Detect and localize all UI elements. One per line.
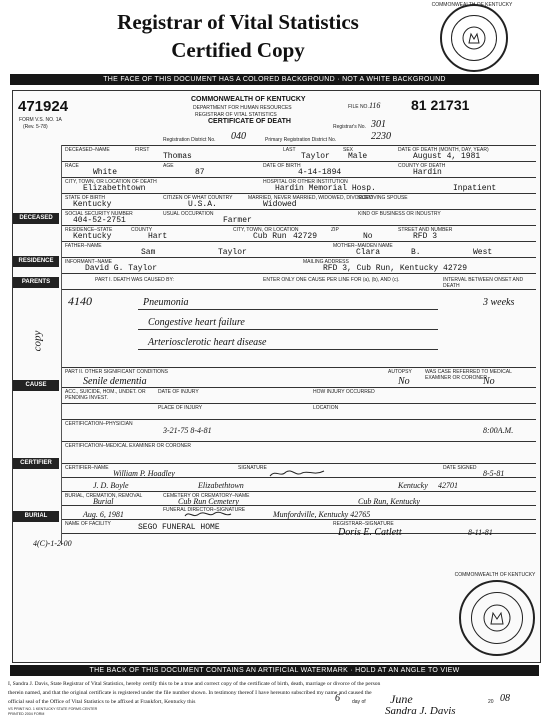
value-certifier-state: Kentucky [398, 481, 428, 490]
label-part2: PART II. OTHER SIGNIFICANT CONDITIONS [65, 369, 168, 375]
row-line [61, 519, 536, 520]
margin-line [61, 145, 62, 545]
margin-note: copy [31, 330, 44, 352]
label-certifier-name: CERTIFIER–NAME [65, 465, 109, 471]
value-city-of-death: Elizabethtown [83, 184, 146, 193]
form-code: FORM V.S. NO. 1A [19, 117, 62, 123]
primary-reg-value: 2230 [371, 131, 391, 142]
label-funeral-home: NAME OF FACILITY [65, 521, 111, 527]
value-cause-a: Pneumonia [143, 297, 189, 308]
label-mother: MOTHER–MAIDEN NAME [333, 243, 393, 249]
agency-name: COMMONWEALTH OF KENTUCKY [191, 96, 306, 103]
value-funeral-home-address: Munfordville, Kentucky 42765 [273, 510, 371, 519]
label-date-of-death: DATE OF DEATH (MONTH, DAY, YEAR) [398, 147, 489, 153]
value-burial-date: Aug. 6, 1981 [83, 510, 124, 519]
certification-line-1: I, Sandra J. Davis, State Registrar of Vital Statistics, hereby certify this to be a true and correct copy of the certificate of birth, death, marriage or divorce of the person [8, 681, 381, 687]
value-zip: 42729 [293, 232, 318, 241]
value-age: 87 [195, 168, 205, 177]
value-state-of-birth: Kentucky [73, 200, 112, 209]
row-line [61, 241, 536, 242]
label-city-of-death: CITY, TOWN, OR LOCATION OF DEATH [65, 179, 157, 185]
state-registrar-signature: Sandra J. Davis [385, 705, 456, 717]
control-number: 471924 [18, 98, 69, 115]
cause-line-b [138, 329, 438, 330]
certification-day: 6 [335, 693, 340, 704]
file-no-label: FILE NO. [348, 104, 369, 110]
document-title: Registrar of Vital Statistics [117, 10, 359, 34]
value-citizen: U.S.A. [188, 200, 217, 209]
seal-caption-top: COMMONWEALTH OF KENTUCKY [431, 2, 513, 8]
value-time-of-death: 8:00A.M. [483, 426, 514, 435]
section-deceased: DECEASED [13, 213, 59, 224]
certification-year-prefix: 20 [488, 699, 494, 705]
value-mother-first: Clara [356, 248, 381, 257]
certification-day-label: day of [352, 699, 366, 705]
label-physician: CERTIFICATION–PHYSICIAN [65, 421, 133, 427]
value-county-of-death: Hardin [413, 168, 442, 177]
label-coroner: CERTIFICATION–MEDICAL EXAMINER OR CORONER [65, 443, 192, 449]
kentucky-seal-bottom [459, 580, 535, 656]
row-line [61, 225, 536, 226]
registrar-no-label: Registrar's No. [333, 124, 366, 130]
label-accident: ACC., SUICIDE, HOM., UNDET. OR PENDING INVEST. [65, 389, 146, 401]
value-first-name: Thomas [163, 152, 192, 161]
value-street: RFD 3 [413, 232, 438, 241]
print-note-2: PRINTED 2004 FORM [8, 712, 45, 716]
value-certifier-name: William P. Hoadley [113, 469, 175, 478]
label-referred: WAS CASE REFERRED TO MEDICAL EXAMINER OR CORONER [425, 369, 512, 381]
reg-district-value: 040 [231, 131, 246, 142]
label-part1-note: ENTER ONLY ONE CAUSE PER LINE FOR (a), (b), AND (c). [263, 277, 400, 283]
certifier-signature-icon [268, 467, 328, 479]
value-inside-city: No [363, 232, 373, 241]
label-res-city: CITY, TOWN, OR LOCATION [233, 227, 299, 233]
registrar-no-value: 301 [371, 119, 386, 130]
row-line [61, 533, 536, 534]
reg-district-label: Registration District No. [163, 137, 216, 143]
value-inpatient: Inpatient [453, 184, 497, 193]
row-line [61, 145, 536, 146]
value-res-city: Cub Run [253, 232, 287, 241]
label-surviving-spouse: SURVIVING SPOUSE [358, 195, 408, 201]
label-date-of-birth: DATE OF BIRTH [263, 163, 301, 169]
certification-line-2: therein named, and that the original certificate is registered under the file number shown. In testimony thereof I have hereunto subscribed my name and caused the [8, 690, 372, 696]
value-certifier-zip: 42701 [438, 481, 458, 490]
label-state-of-birth: STATE OF BIRTH [65, 195, 106, 201]
row-line [61, 387, 536, 388]
value-signed-by: J. D. Boyle [93, 481, 129, 490]
value-cemetery-location: Cub Run, Kentucky [358, 497, 420, 506]
row-line [61, 441, 536, 442]
value-res-county: Hart [148, 232, 168, 241]
label-marital: MARRIED, NEVER MARRIED, WIDOWED, DIVORCED [248, 195, 373, 201]
value-date-of-death: August 4, 1981 [413, 152, 481, 161]
value-date-of-birth: 4-14-1894 [298, 168, 342, 177]
row-line [61, 257, 536, 258]
label-father: FATHER–NAME [65, 243, 102, 249]
label-first: FIRST [135, 147, 150, 153]
label-occupation: USUAL OCCUPATION [163, 211, 214, 217]
label-race: RACE [65, 163, 79, 169]
print-note-1: VS PRINT NO. 1 KENTUCKY STATE FORMS CENTER [8, 707, 98, 711]
label-res-county: COUNTY [131, 227, 153, 233]
row-line [61, 289, 536, 290]
section-cause: CAUSE [13, 380, 59, 391]
seal-inner-bottom [471, 592, 523, 644]
row-line [61, 367, 536, 368]
label-how-injury: HOW INJURY OCCURRED [313, 389, 375, 395]
value-last-name: Taylor [301, 152, 330, 161]
value-referred: No [483, 376, 495, 387]
section-burial: BURIAL [13, 511, 59, 522]
value-ssn: 404-52-2751 [73, 216, 126, 225]
value-physician-dates: 3-21-75 8-4-81 [163, 426, 212, 435]
label-registrar-signature: REGISTRAR–SIGNATURE [333, 521, 394, 527]
row-line [61, 209, 536, 210]
value-cause-b: Congestive heart failure [148, 317, 245, 328]
label-business: KIND OF BUSINESS OR INDUSTRY [358, 211, 441, 217]
seal-caption-bottom: COMMONWEALTH OF KENTUCKY [454, 572, 536, 578]
form-revision: (Rev. 5-78) [23, 124, 48, 130]
value-autopsy: No [398, 376, 410, 387]
seal-emblem-icon [461, 25, 487, 51]
value-cause-code: 4140 [68, 294, 92, 308]
label-cemetery: CEMETERY OR CREMATORY–NAME [163, 493, 250, 499]
value-mailing-address: RFD 3, Cub Run, Kentucky 42729 [323, 264, 468, 273]
seal-inner [451, 15, 498, 62]
certificate-heading: CERTIFICATE OF DEATH [208, 118, 291, 125]
row-line [61, 491, 536, 492]
label-location: LOCATION [313, 405, 339, 411]
value-funeral-home: SEGO FUNERAL HOME [138, 523, 220, 532]
value-cemetery: Cub Run Cemetery [178, 497, 239, 506]
value-occupation: Farmer [223, 216, 252, 225]
primary-reg-label: Primary Registration District No. [265, 137, 337, 143]
label-mailing-address: MAILING ADDRESS [303, 259, 349, 265]
label-funeral-director: FUNERAL DIRECTOR–SIGNATURE [163, 507, 246, 513]
label-signature: SIGNATURE [238, 465, 267, 471]
row-line [61, 403, 536, 404]
value-certifier-address: Elizabethtown [198, 481, 244, 490]
value-res-state: Kentucky [73, 232, 112, 241]
value-race: White [93, 168, 118, 177]
document-subtitle: Certified Copy [171, 38, 305, 62]
value-sex: Male [348, 152, 368, 161]
row-line [61, 177, 536, 178]
value-cause-a-interval: 3 weeks [483, 297, 515, 308]
label-burial-method: BURIAL, CREMATION, REMOVAL [65, 493, 143, 499]
label-date-signed: DATE SIGNED [443, 465, 477, 471]
row-line [61, 419, 536, 420]
label-age: AGE [163, 163, 174, 169]
certification-year: 08 [500, 693, 510, 704]
row-line [61, 193, 536, 194]
certification-line-3: official seal of the Office of Vital Statistics to be affixed at Frankfort, Kentucky this [8, 699, 196, 705]
label-last: LAST [283, 147, 296, 153]
seal-emblem-icon [482, 603, 512, 633]
label-injury-date: DATE OF INJURY [158, 389, 199, 395]
value-registrar-signature: Doris E. Catlett [338, 527, 402, 538]
funeral-director-signature-icon [183, 508, 233, 520]
value-marital: Widowed [263, 200, 297, 209]
row-line [61, 273, 536, 274]
value-hospital: Hardin Memorial Hosp. [275, 184, 376, 193]
value-mother-middle: B. [411, 248, 421, 257]
label-sex: SEX [343, 147, 354, 153]
death-certificate-form [12, 90, 541, 663]
cause-line-a [138, 309, 438, 310]
section-residence: RESIDENCE [13, 256, 59, 267]
label-zip: ZIP [331, 227, 339, 233]
row-line [61, 463, 536, 464]
label-part1: PART I. DEATH WAS CAUSED BY: [95, 277, 174, 283]
label-autopsy: AUTOPSY [388, 369, 412, 375]
label-street: STREET AND NUMBER [398, 227, 453, 233]
state-file-number: 81 21731 [411, 97, 470, 113]
row-line [61, 161, 536, 162]
label-interval: INTERVAL BETWEEN ONSET AND DEATH [443, 277, 524, 289]
label-res-state: RESIDENCE–STATE [65, 227, 113, 233]
certification-month: June [390, 692, 413, 706]
value-other-conditions: Senile dementia [83, 376, 147, 387]
cause-line-c [138, 349, 438, 350]
value-cause-c: Arteriosclerotic heart disease [148, 337, 267, 348]
label-deceased-name: DECEASED–NAME [65, 147, 110, 153]
bottom-banner: THE BACK OF THIS DOCUMENT CONTAINS AN ARTIFICIAL WATERMARK · HOLD AT AN ANGLE TO VIEW [10, 665, 539, 676]
value-registrar-date: 8-11-81 [468, 528, 493, 537]
file-no-value: 116 [369, 101, 381, 110]
row-line [61, 505, 536, 506]
label-ssn: SOCIAL SECURITY NUMBER [65, 211, 133, 217]
value-father-last: Taylor [218, 248, 247, 257]
agency-department: DEPARTMENT FOR HUMAN RESOURCES [193, 105, 292, 111]
kentucky-seal-top [440, 4, 508, 72]
label-citizen: CITIZEN OF WHAT COUNTRY [163, 195, 233, 201]
value-mother-last: West [473, 248, 493, 257]
label-county-of-death: COUNTY OF DEATH [398, 163, 446, 169]
label-hospital: HOSPITAL OR OTHER INSTITUTION [263, 179, 348, 185]
bottom-left-note: 4(C)-1-2-00 [33, 539, 72, 548]
value-date-signed: 8-5-81 [483, 469, 505, 478]
label-informant: INFORMANT–NAME [65, 259, 112, 265]
value-father-first: Sam [141, 248, 156, 257]
top-banner: THE FACE OF THIS DOCUMENT HAS A COLORED BACKGROUND · NOT A WHITE BACKGROUND [10, 74, 539, 85]
value-burial-method: Burial [93, 497, 114, 506]
section-certifier: CERTIFIER [13, 458, 59, 469]
agency-registrar: REGISTRAR OF VITAL STATISTICS [195, 112, 277, 118]
section-parents: PARENTS [13, 277, 59, 288]
label-place-injury: PLACE OF INJURY [158, 405, 203, 411]
value-informant: David G. Taylor [85, 264, 158, 273]
